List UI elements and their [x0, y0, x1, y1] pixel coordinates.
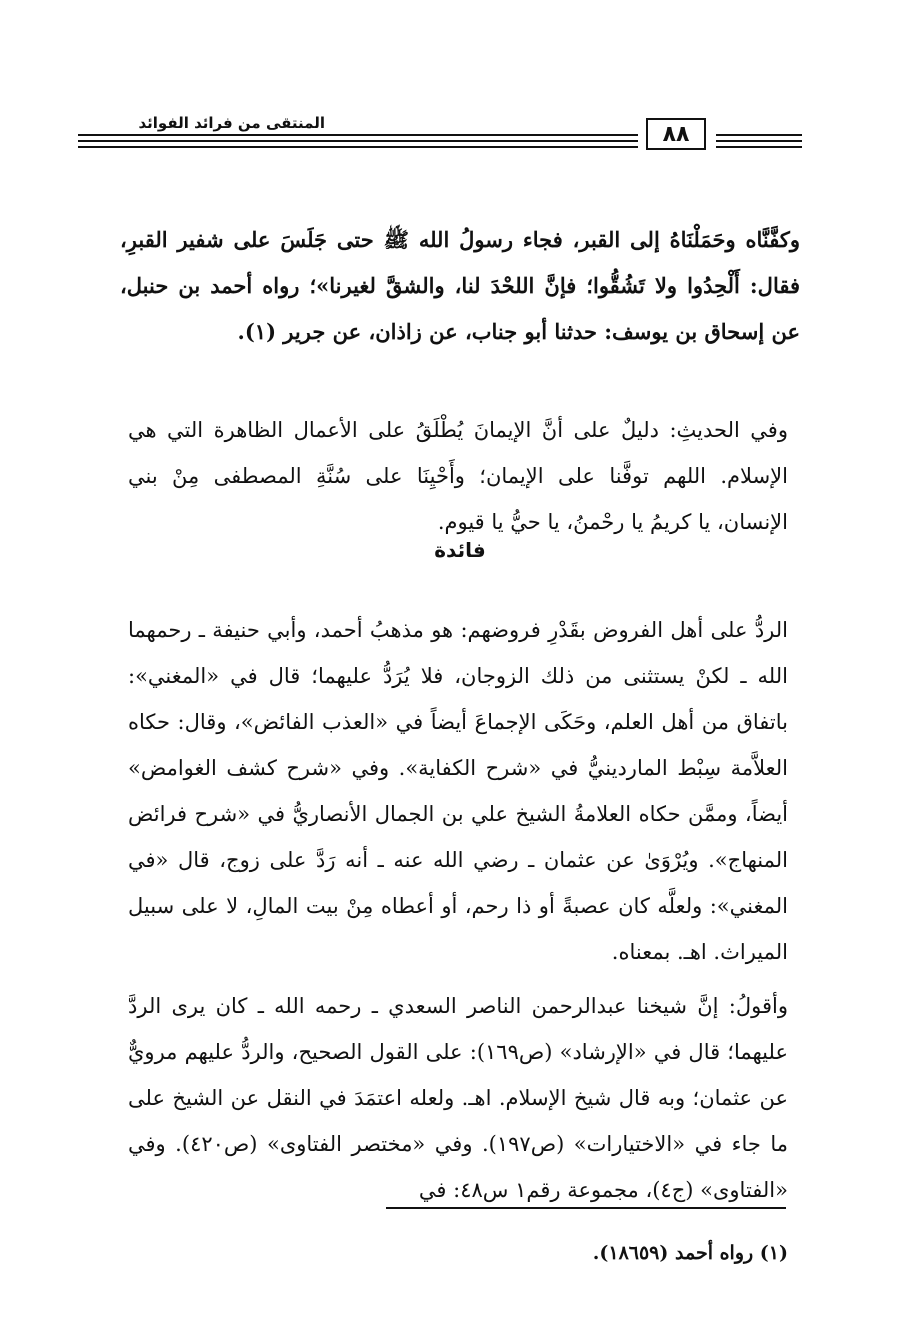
body-paragraph: الردُّ على أهل الفروض بقَدْرِ فروضهم: هو مذهبُ أحمد، وأبي حنيفة ـ رحمهما الله ـ لكنْ يستثنى من ذلك الزوجان، فلا يُرَدُّ عليهما؛ قال في «المغني»: باتفاق من أهل العلم، وحَكَى الإجماعَ أيضاً في «العذب الفائض»، وقال: حكاه العلاَّمة سِبْط الماردينيُّ في «شرح الكفاية». وفي «شرح كشف الغوامض» أيضاً، وممَّن حكاه العلامةُ الشيخ علي بن الجمال الأنصاريُّ في «شرح فرائض المنهاج». ويُرْوَىٰ عن عثمان ـ رضي الله عنه ـ أنه رَدَّ على زوج، قال «في المغني»: ولعلَّه كان عصبةً أو ذا رحم، أو أعطاه مِنْ بيت المالِ، لا على سبيل الميراث. اهـ. بمعناه.: [128, 618, 789, 964]
header-rule: [716, 134, 802, 136]
footnote-separator: [386, 1207, 786, 1209]
page-number-box: [646, 118, 706, 150]
header-rule: [78, 140, 638, 142]
header-rule: [716, 146, 802, 148]
book-title: المنتقى من فرائد الفوائد: [138, 114, 325, 132]
section-heading: فائدة: [434, 538, 486, 562]
header-rule: [716, 140, 802, 142]
header-rule: [78, 146, 638, 148]
header-rule: [78, 134, 638, 136]
footnote: (١) رواه أحمد (١٨٦٥٩).: [592, 1242, 788, 1264]
page-header: [78, 110, 802, 170]
page-number: ٨٨: [662, 121, 690, 147]
body-paragraph: وكفَّنَّاه وحَمَلْنَاهُ إلى القبر، فجاء رسولُ الله ﷺ حتى جَلَسَ على شفير القبرِ، فقال: أَلْحِدُوا ولا تَشُقُّوا؛ فإنَّ اللحْدَ لنا، والشقَّ لغيرنا»؛ رواه أحمد بن حنبل، عن إسحاق بن يوسف: حدثنا أبو جناب، عن زاذان، عن جرير (١).: [120, 227, 800, 344]
body-paragraph: وأقولُ: إنَّ شيخنا عبدالرحمن الناصر السعدي ـ رحمه الله ـ كان يرى الردَّ عليهما؛ قال في «الإرشاد» (ص١٦٩): على القول الصحيح، والردُّ عليهم مرويٌّ عن عثمان؛ وبه قال شيخ الإسلام. اهـ. ولعله اعتمَدَ في النقل عن الشيخ على ما جاء في «الاختيارات» (ص١٩٧). وفي «مختصر الفتاوى» (ص٤٢٠). وفي «الفتاوى» (ج٤)، مجموعة رقم١ س٤٨: في: [128, 994, 789, 1202]
body-paragraph: وفي الحديثِ: دليلٌ على أنَّ الإيمانَ يُطْلَقُ على الأعمال الظاهرة التي هي الإسلام. اللهم توفَّنا على الإيمان؛ وأَحْيِنَا على سُنَّةِ المصطفى مِنْ بني الإنسان، يا كريمُ يا رحْمنُ، يا حيُّ يا قيوم.: [128, 418, 788, 534]
